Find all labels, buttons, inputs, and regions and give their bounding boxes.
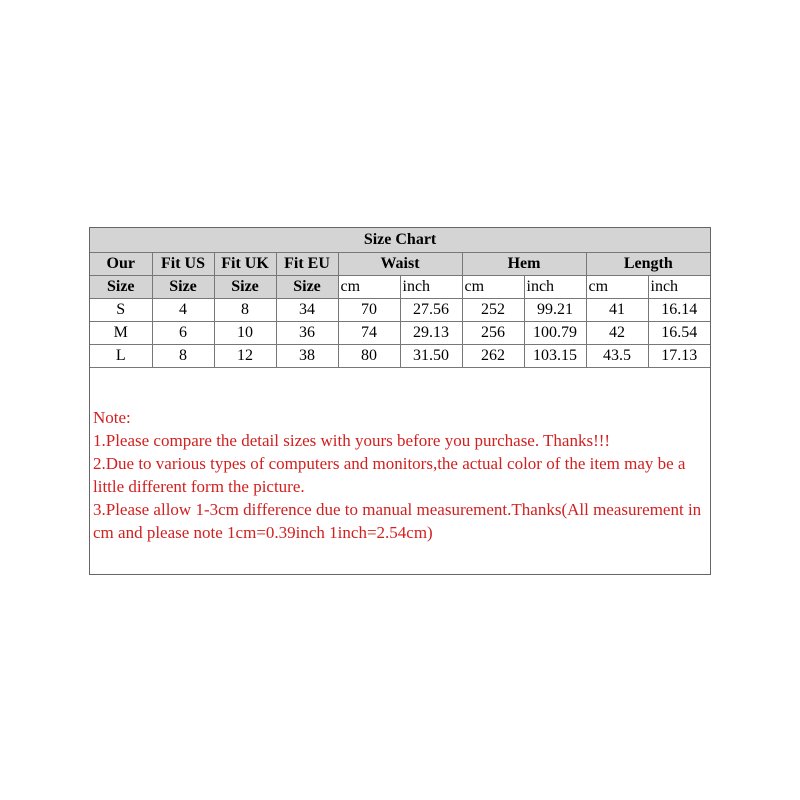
note-item: 3.Please allow 1-3cm difference due to manual measurement.Thanks(All measurement in cm and please note 1cm=0.39inch 1inch=2.54cm) <box>93 500 702 542</box>
table-row <box>90 299 710 322</box>
cell-us: 4 <box>152 299 214 322</box>
header-fit-us-2: Size <box>152 276 214 299</box>
header-our-size: Our <box>90 253 152 276</box>
cell-eu: 34 <box>276 299 338 322</box>
size-chart-sheet <box>89 227 711 575</box>
cell-length-inch: 16.54 <box>648 322 710 345</box>
cell-waist-inch: 31.50 <box>400 345 462 368</box>
cell-waist-inch: 29.13 <box>400 322 462 345</box>
cell-length-inch: 17.13 <box>648 345 710 368</box>
header-our-size-2: Size <box>90 276 152 299</box>
cell-length-cm: 43.5 <box>586 345 648 368</box>
cell-eu: 36 <box>276 322 338 345</box>
header-fit-eu-2: Size <box>276 276 338 299</box>
table-row <box>90 322 710 345</box>
unit-length-cm: cm <box>586 276 648 299</box>
note-item: 2.Due to various types of computers and monitors,the actual color of the item may be a little different form the picture. <box>93 454 686 496</box>
unit-hem-inch: inch <box>524 276 586 299</box>
cell-uk: 12 <box>214 345 276 368</box>
header-fit-us: Fit US <box>152 253 214 276</box>
table-title: Size Chart <box>90 228 710 253</box>
note-heading: Note: <box>93 408 131 427</box>
header-fit-eu: Fit EU <box>276 253 338 276</box>
cell-waist-cm: 74 <box>338 322 400 345</box>
header-hem: Hem <box>462 253 586 276</box>
header-fit-uk: Fit UK <box>214 253 276 276</box>
table-row <box>90 345 710 368</box>
cell-us: 6 <box>152 322 214 345</box>
header-row-2 <box>90 276 710 299</box>
cell-hem-inch: 100.79 <box>524 322 586 345</box>
cell-hem-cm: 256 <box>462 322 524 345</box>
note-item: 1.Please compare the detail sizes with yours before you purchase. Thanks!!! <box>93 431 611 450</box>
unit-length-inch: inch <box>648 276 710 299</box>
cell-size: M <box>90 322 152 345</box>
cell-size: S <box>90 299 152 322</box>
cell-hem-inch: 99.21 <box>524 299 586 322</box>
cell-waist-inch: 27.56 <box>400 299 462 322</box>
cell-waist-cm: 80 <box>338 345 400 368</box>
header-waist: Waist <box>338 253 462 276</box>
header-length: Length <box>586 253 710 276</box>
header-fit-uk-2: Size <box>214 276 276 299</box>
cell-waist-cm: 70 <box>338 299 400 322</box>
cell-uk: 10 <box>214 322 276 345</box>
size-chart-table <box>90 228 710 368</box>
unit-waist-cm: cm <box>338 276 400 299</box>
cell-us: 8 <box>152 345 214 368</box>
unit-waist-inch: inch <box>400 276 462 299</box>
title-row <box>90 228 710 253</box>
cell-hem-cm: 252 <box>462 299 524 322</box>
cell-eu: 38 <box>276 345 338 368</box>
header-row-1 <box>90 253 710 276</box>
cell-length-cm: 41 <box>586 299 648 322</box>
cell-hem-inch: 103.15 <box>524 345 586 368</box>
unit-hem-cm: cm <box>462 276 524 299</box>
cell-hem-cm: 262 <box>462 345 524 368</box>
cell-size: L <box>90 345 152 368</box>
cell-uk: 8 <box>214 299 276 322</box>
notes-section <box>93 406 705 544</box>
cell-length-inch: 16.14 <box>648 299 710 322</box>
cell-length-cm: 42 <box>586 322 648 345</box>
